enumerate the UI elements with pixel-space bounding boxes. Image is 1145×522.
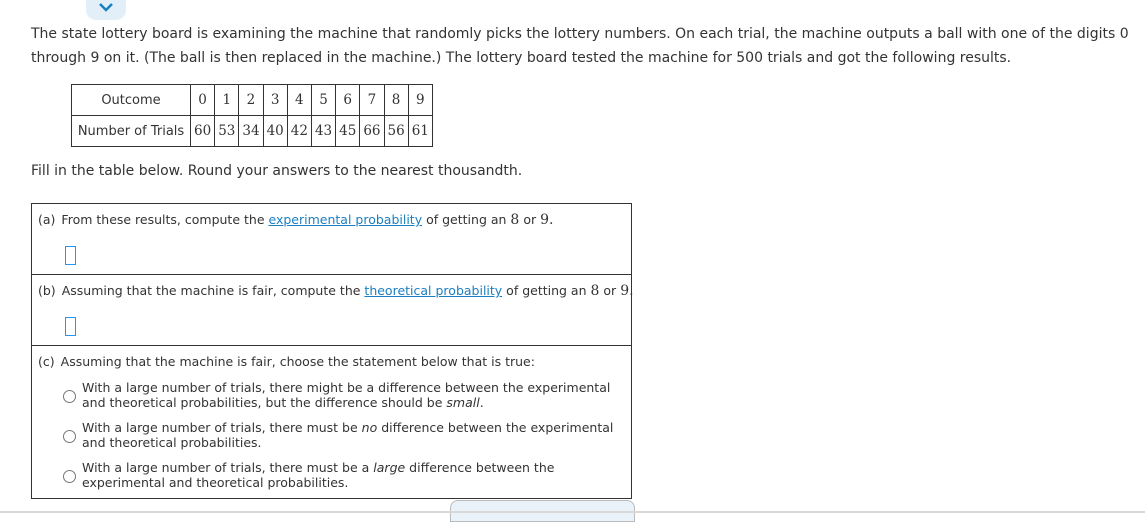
intro-line-2: through 9 on it. (The ball is then replaced in the machine.) The lottery board tested the machine for 500 trials and got the following results. <box>31 50 1012 66</box>
number-9: 9 <box>620 283 630 299</box>
trials-cell: 56 <box>384 116 408 147</box>
option-text-end: . <box>479 395 484 410</box>
or-text: or <box>603 283 617 298</box>
option-text-line: difference between the experimental <box>377 420 614 435</box>
theoretical-probability-link[interactable]: theoretical probability <box>364 283 503 298</box>
part-b-prompt <box>38 283 634 299</box>
outcome-cell: 7 <box>360 85 384 116</box>
option-text-line: and theoretical probabilities, but the difference should be <box>82 395 447 410</box>
trials-cell: 45 <box>336 116 360 147</box>
experimental-probability-link[interactable]: experimental probability <box>268 212 423 227</box>
outcome-cell: 5 <box>311 85 335 116</box>
part-b <box>32 275 634 346</box>
trials-cell: 53 <box>215 116 239 147</box>
part-a-label: (a) <box>38 212 56 227</box>
problem-statement <box>31 22 1141 70</box>
period: . <box>629 283 634 299</box>
part-a-prompt <box>38 212 553 228</box>
radio-button[interactable] <box>63 390 76 403</box>
trials-row <box>72 116 433 147</box>
part-b-text: Assuming that the machine is fair, compute the <box>61 283 361 298</box>
part-c-prompt <box>38 354 535 369</box>
trials-cell: 66 <box>360 116 384 147</box>
option-text-line: and theoretical probabilities. <box>82 435 262 450</box>
part-a <box>32 204 631 275</box>
number-8: 8 <box>510 212 520 228</box>
outcome-cell: 6 <box>336 85 360 116</box>
radio-button[interactable] <box>63 470 76 483</box>
part-b-text-2: of getting an <box>506 283 587 298</box>
option-1-text <box>82 380 610 410</box>
outcome-cell: 0 <box>191 85 215 116</box>
outcome-cell: 3 <box>263 85 287 116</box>
option-text-line: With a large number of trials, there must be a <box>82 460 374 475</box>
outcome-header: Outcome <box>72 85 191 116</box>
number-9: 9 <box>540 212 550 228</box>
trials-cell: 61 <box>408 116 432 147</box>
option-2-text <box>82 420 613 450</box>
intro-line-1: The state lottery board is examining the machine that randomly picks the lottery numbers. On each trial, the machine outputs a ball with one of the digits 0 <box>31 26 1129 42</box>
outcome-cell: 1 <box>215 85 239 116</box>
outcome-cell: 4 <box>287 85 311 116</box>
radio-button[interactable] <box>63 430 76 443</box>
part-c <box>32 346 631 498</box>
trials-cell: 43 <box>311 116 335 147</box>
part-a-text: From these results, compute the <box>61 212 265 227</box>
number-8: 8 <box>590 283 600 299</box>
option-text-line: experimental and theoretical probabilities. <box>82 475 349 490</box>
period: . <box>549 212 554 228</box>
emphasis-text: large <box>373 460 406 475</box>
option-3-text <box>82 460 554 490</box>
or-text: or <box>523 212 537 227</box>
chevron-down-icon <box>98 2 114 12</box>
outcome-cell: 9 <box>408 85 432 116</box>
answer-input-a[interactable] <box>65 246 76 265</box>
part-b-label: (b) <box>38 283 56 298</box>
trials-cell: 40 <box>263 116 287 147</box>
answer-input-b[interactable] <box>65 317 76 336</box>
outcome-row <box>72 85 433 116</box>
question-panel <box>31 203 632 499</box>
part-a-text-2: of getting an <box>426 212 507 227</box>
option-text-line: difference between the <box>405 460 555 475</box>
trials-cell: 34 <box>239 116 263 147</box>
trials-cell: 42 <box>287 116 311 147</box>
trials-cell: 60 <box>191 116 215 147</box>
collapse-chevron-button[interactable] <box>86 0 126 20</box>
part-c-label: (c) <box>38 354 55 369</box>
trials-header: Number of Trials <box>72 116 191 147</box>
option-text-line: With a large number of trials, there might be a difference between the experimental <box>82 380 611 395</box>
outcome-cell: 8 <box>384 85 408 116</box>
outcome-cell: 2 <box>239 85 263 116</box>
option-text-line: With a large number of trials, there must be <box>82 420 362 435</box>
instruction-text: Fill in the table below. Round your answers to the nearest thousandth. <box>31 163 523 179</box>
emphasis-text: no <box>361 420 378 435</box>
part-c-text: Assuming that the machine is fair, choose the statement below that is true: <box>60 354 535 369</box>
results-table <box>71 84 433 147</box>
emphasis-text: small <box>446 395 480 410</box>
